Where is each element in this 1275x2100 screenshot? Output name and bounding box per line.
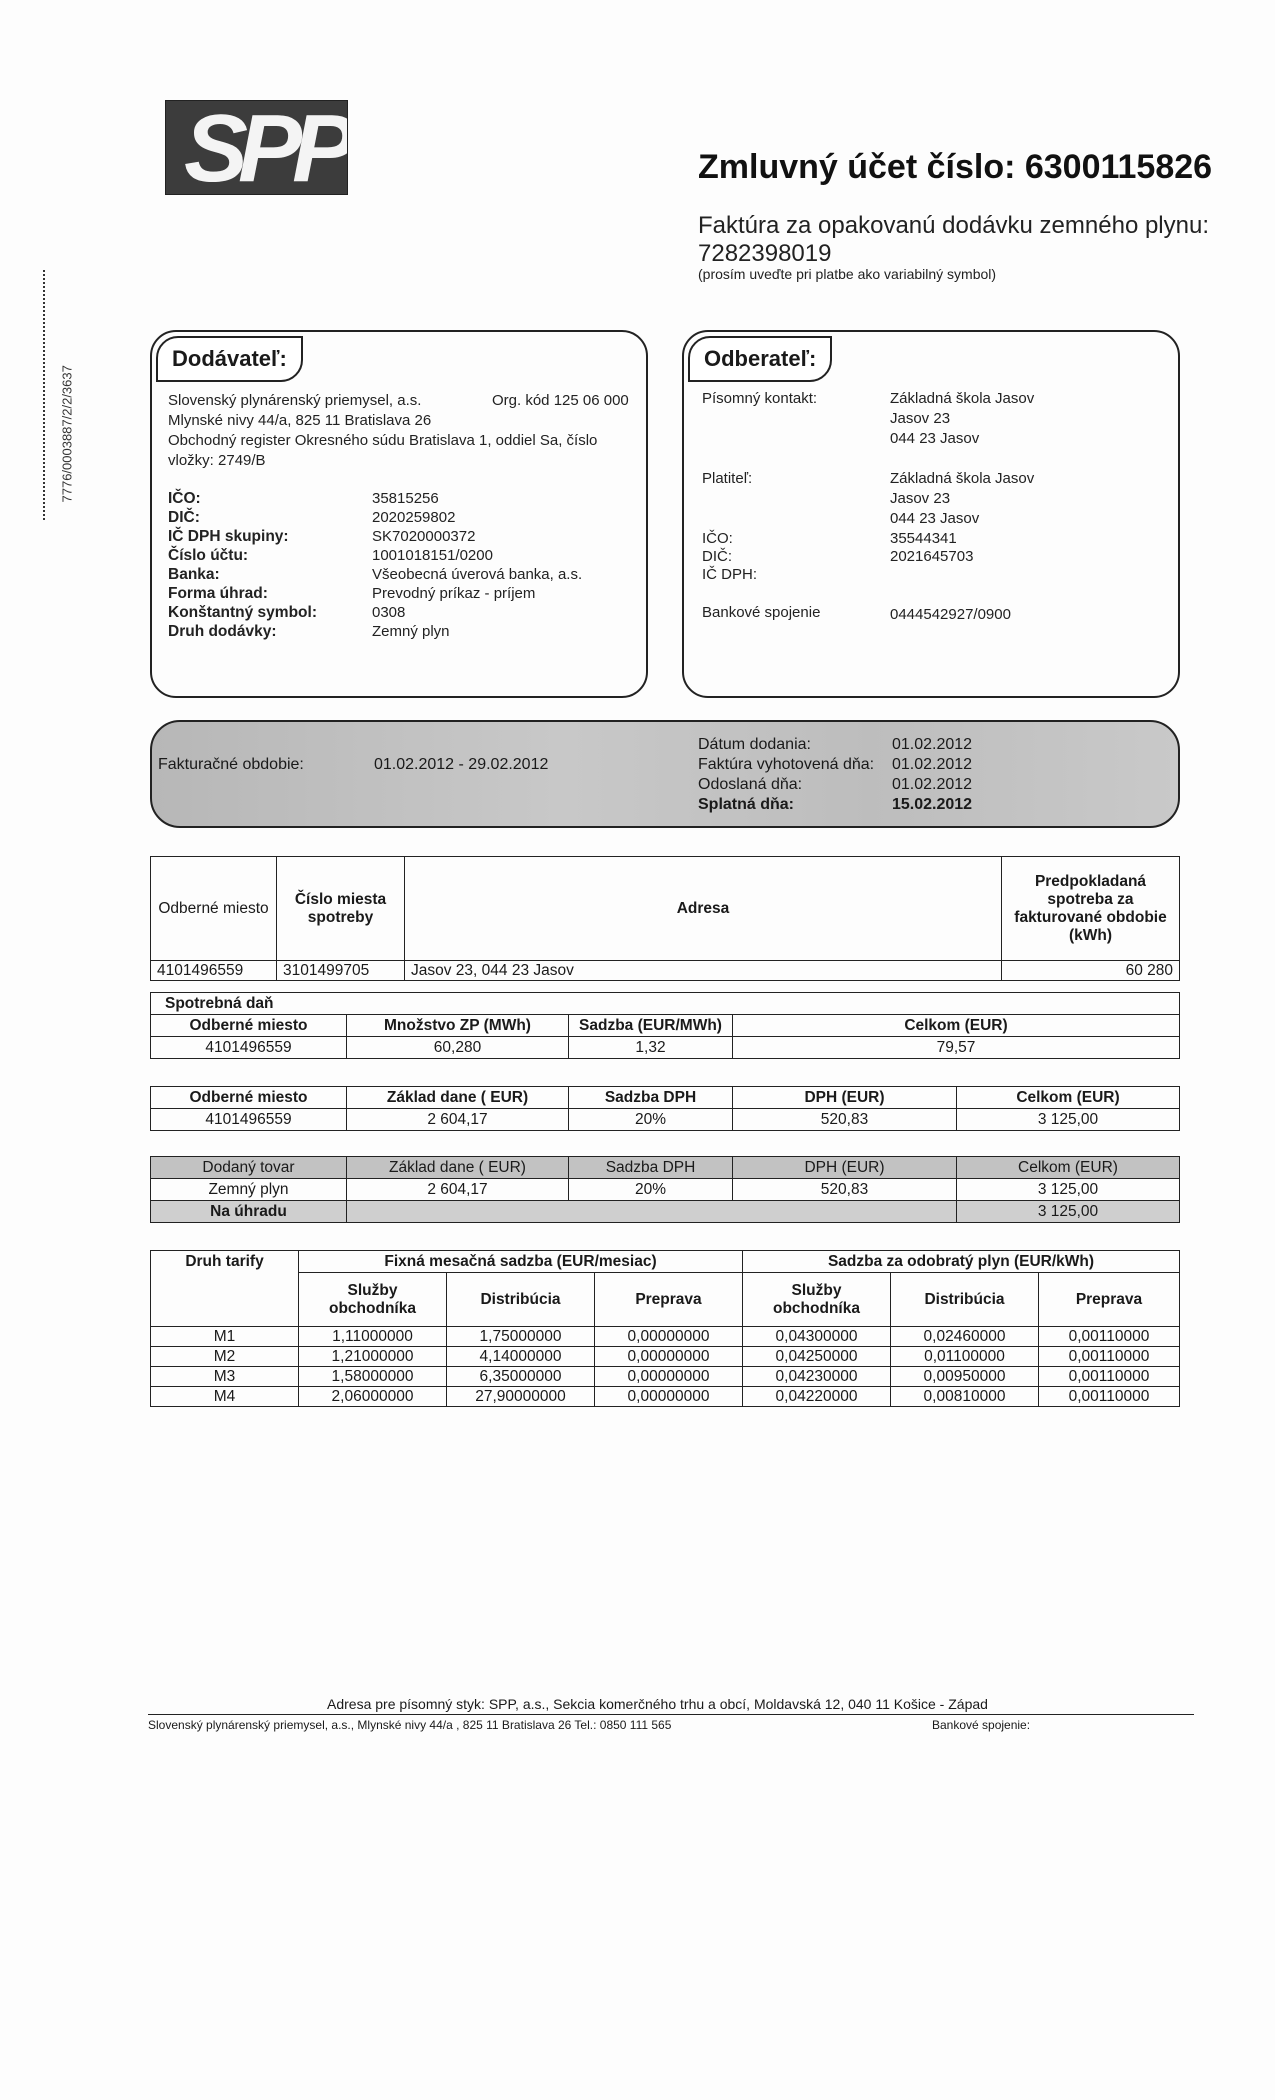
tariff-cell: 0,04220000 xyxy=(743,1387,891,1407)
supplier-field-label: Číslo účtu: xyxy=(168,547,249,564)
period-date-label: Odoslaná dňa: xyxy=(698,776,803,793)
goods-header: DPH (EUR) xyxy=(733,1157,957,1179)
amount-due-value: 3 125,00 xyxy=(957,1201,1180,1223)
margin-dotted-line xyxy=(43,270,46,520)
tariff-subheader: Preprava xyxy=(595,1273,743,1327)
customer-icdph-label: IČ DPH: xyxy=(702,566,758,583)
customer-ico-label: IČO: xyxy=(702,530,733,547)
period-date-label: Dátum dodania: xyxy=(698,736,811,753)
goods-cell: 2 604,17 xyxy=(347,1179,569,1201)
footer-bank: Bankové spojenie: xyxy=(932,1718,1031,1732)
tariff-cell: M2 xyxy=(151,1347,299,1367)
supplier-field-value: Zemný plyn xyxy=(372,623,450,640)
tariff-cell: 0,00110000 xyxy=(1039,1367,1180,1387)
tariff-cell: 0,02460000 xyxy=(891,1327,1039,1347)
period-date-value: 01.02.2012 xyxy=(892,776,973,793)
supplier-org-code: Org. kód 125 06 000 xyxy=(492,392,629,409)
consumption-header: Číslo miesta spotreby xyxy=(277,857,405,961)
consumption-cell: 3101499705 xyxy=(277,961,405,981)
tariff-cell: M4 xyxy=(151,1387,299,1407)
supplier-field-label: DIČ: xyxy=(168,509,200,526)
supplier-field-value: Prevodný príkaz - príjem xyxy=(372,585,536,602)
period-date-value: 01.02.2012 xyxy=(892,736,973,753)
excise-header: Sadzba (EUR/MWh) xyxy=(569,1015,733,1037)
customer-contact-line: 044 23 Jasov xyxy=(890,430,980,447)
tariff-cell: 0,04300000 xyxy=(743,1327,891,1347)
supplier-field-value: 1001018151/0200 xyxy=(372,547,493,564)
consumption-cell: 60 280 xyxy=(1002,961,1180,981)
tariff-subheader: Služby obchodníka xyxy=(299,1273,447,1327)
supplier-field-label: Banka: xyxy=(168,566,220,583)
tariff-cell: 0,00110000 xyxy=(1039,1327,1180,1347)
tariff-cell: 1,21000000 xyxy=(299,1347,447,1367)
customer-contact-label: Písomný kontakt: xyxy=(702,390,818,407)
goods-header: Sadzba DPH xyxy=(569,1157,733,1179)
amount-due-label: Na úhradu xyxy=(151,1201,347,1223)
customer-contact-line: Jasov 23 xyxy=(890,410,951,427)
invoice-note: (prosím uveďte pri platbe ako variabilný symbol) xyxy=(698,266,997,282)
tariff-cell: 6,35000000 xyxy=(447,1367,595,1387)
tariff-cell: 2,06000000 xyxy=(299,1387,447,1407)
tariff-cell: 1,58000000 xyxy=(299,1367,447,1387)
customer-heading: Odberateľ: xyxy=(688,336,832,382)
goods-cell: 3 125,00 xyxy=(957,1179,1180,1201)
customer-payer-line: Základná škola Jasov xyxy=(890,470,1035,487)
amount-due-spacer xyxy=(347,1201,957,1223)
supplier-field-label: Konštantný symbol: xyxy=(168,604,317,621)
period-date-value: 15.02.2012 xyxy=(892,796,973,813)
tariff-cell: 0,04250000 xyxy=(743,1347,891,1367)
goods-header: Základ dane ( EUR) xyxy=(347,1157,569,1179)
consumption-cell: Jasov 23, 044 23 Jasov xyxy=(405,961,1002,981)
customer-bank: 0444542927/0900 xyxy=(890,606,1011,623)
supplier-name: Slovenský plynárenský priemysel, a.s. xyxy=(168,392,422,409)
tariff-cell: 1,75000000 xyxy=(447,1327,595,1347)
tariff-group-rate: Sadzba za odobratý plyn (EUR/kWh) xyxy=(743,1251,1180,1273)
tariff-subheader: Distribúcia xyxy=(447,1273,595,1327)
vat-cell: 3 125,00 xyxy=(957,1109,1180,1131)
goods-cell: 20% xyxy=(569,1179,733,1201)
goods-table xyxy=(150,1156,1180,1223)
tariff-cell: 4,14000000 xyxy=(447,1347,595,1367)
supplier-field-value: 2020259802 xyxy=(372,509,456,526)
goods-cell: 520,83 xyxy=(733,1179,957,1201)
tariffs-table xyxy=(150,1250,1180,1407)
customer-box xyxy=(682,330,1180,698)
vat-header: Celkom (EUR) xyxy=(957,1087,1180,1109)
excise-cell: 60,280 xyxy=(347,1037,569,1059)
vat-cell: 20% xyxy=(569,1109,733,1131)
vat-table xyxy=(150,1086,1180,1131)
tariff-cell: 1,11000000 xyxy=(299,1327,447,1347)
account-title: Zmluvný účet číslo: 6300115826 xyxy=(698,148,1213,186)
tariff-subheader: Služby obchodníka xyxy=(743,1273,891,1327)
customer-payer-label: Platiteľ: xyxy=(702,470,753,487)
tariff-row xyxy=(151,1387,1180,1407)
period-date-label: Faktúra vyhotovená dňa: xyxy=(698,756,875,773)
customer-dic-label: DIČ: xyxy=(702,548,732,565)
goods-header: Celkom (EUR) xyxy=(957,1157,1180,1179)
vat-header: Základ dane ( EUR) xyxy=(347,1087,569,1109)
consumption-cell: 4101496559 xyxy=(151,961,277,981)
tariff-cell: 0,04230000 xyxy=(743,1367,891,1387)
excise-header: Celkom (EUR) xyxy=(733,1015,1180,1037)
vat-cell: 4101496559 xyxy=(151,1109,347,1131)
customer-payer-line: Jasov 23 xyxy=(890,490,951,507)
tariff-cell: 0,00000000 xyxy=(595,1367,743,1387)
tariff-row xyxy=(151,1327,1180,1347)
customer-payer-line: 044 23 Jasov xyxy=(890,510,980,527)
tariff-col-header: Druh tarify xyxy=(151,1251,299,1327)
excise-cell: 4101496559 xyxy=(151,1037,347,1059)
logo-text: SPP xyxy=(184,100,347,195)
supplier-field-label: Druh dodávky: xyxy=(168,623,277,640)
consumption-table xyxy=(150,856,1180,981)
supplier-box xyxy=(150,330,648,698)
customer-ico: 35544341 xyxy=(890,530,957,547)
footer-address: Adresa pre písomný styk: SPP, a.s., Sekcia komerčného trhu a obcí, Moldavská 12, 040 11 Košice - Západ xyxy=(327,1696,988,1712)
consumption-header: Predpokladaná spotreba za fakturované obdobie (kWh) xyxy=(1002,857,1180,961)
tariff-cell: M1 xyxy=(151,1327,299,1347)
customer-bank-label: Bankové spojenie xyxy=(702,604,821,621)
tariff-cell: 0,00000000 xyxy=(595,1387,743,1407)
supplier-field-label: IČ DPH skupiny: xyxy=(168,528,289,545)
tariff-group-fixed: Fixná mesačná sadzba (EUR/mesiac) xyxy=(299,1251,743,1273)
spp-logo xyxy=(165,100,348,195)
tariff-subheader: Preprava xyxy=(1039,1273,1180,1327)
tariff-cell: 0,01100000 xyxy=(891,1347,1039,1367)
customer-contact-line: Základná škola Jasov xyxy=(890,390,1035,407)
supplier-field-label: IČO: xyxy=(168,490,201,507)
margin-code-text: 7776/0003887/2/2/3637 xyxy=(59,365,75,503)
vat-header: DPH (EUR) xyxy=(733,1087,957,1109)
excise-cell: 79,57 xyxy=(733,1037,1180,1059)
supplier-field-value: 0308 xyxy=(372,604,406,621)
excise-header: Odberné miesto xyxy=(151,1015,347,1037)
supplier-register-1: Obchodný register Okresného súdu Bratislava 1, oddiel Sa, číslo xyxy=(168,432,598,449)
supplier-field-label: Forma úhrad: xyxy=(168,585,268,602)
excise-cell: 1,32 xyxy=(569,1037,733,1059)
customer-dic: 2021645703 xyxy=(890,548,974,565)
period-date-label: Splatná dňa: xyxy=(698,796,795,813)
supplier-register-2: vložky: 2749/B xyxy=(168,452,266,469)
footer-company: Slovenský plynárenský priemysel, a.s., Mlynské nivy 44/a , 825 11 Bratislava 26 Tel.: 0850 111 565 xyxy=(148,1718,672,1732)
consumption-header: Adresa xyxy=(405,857,1002,961)
vat-cell: 520,83 xyxy=(733,1109,957,1131)
margin-code xyxy=(52,280,82,520)
supplier-field-value: Všeobecná úverová banka, a.s. xyxy=(372,566,583,583)
footer-divider xyxy=(148,1714,1194,1715)
vat-header: Sadzba DPH xyxy=(569,1087,733,1109)
goods-header: Dodaný tovar xyxy=(151,1157,347,1179)
billing-period-band xyxy=(150,720,1180,828)
tariff-cell: 0,00000000 xyxy=(595,1347,743,1367)
excise-header: Množstvo ZP (MWh) xyxy=(347,1015,569,1037)
tariff-cell: M3 xyxy=(151,1367,299,1387)
tariff-row xyxy=(151,1347,1180,1367)
tariff-cell: 27,90000000 xyxy=(447,1387,595,1407)
tariff-cell: 0,00110000 xyxy=(1039,1387,1180,1407)
tariff-cell: 0,00810000 xyxy=(891,1387,1039,1407)
goods-cell: Zemný plyn xyxy=(151,1179,347,1201)
supplier-field-value: 35815256 xyxy=(372,490,439,507)
supplier-field-value: SK7020000372 xyxy=(372,528,476,545)
billing-period-value: 01.02.2012 - 29.02.2012 xyxy=(374,756,549,773)
vat-cell: 2 604,17 xyxy=(347,1109,569,1131)
tariff-subheader: Distribúcia xyxy=(891,1273,1039,1327)
supplier-heading: Dodávateľ: xyxy=(156,336,303,382)
excise-title: Spotrebná daň xyxy=(151,993,1180,1015)
tariff-cell: 0,00950000 xyxy=(891,1367,1039,1387)
tariff-row xyxy=(151,1367,1180,1387)
invoice-number: 7282398019 xyxy=(698,240,832,267)
tariff-cell: 0,00000000 xyxy=(595,1327,743,1347)
period-date-value: 01.02.2012 xyxy=(892,756,973,773)
invoice-title: Faktúra za opakovanú dodávku zemného plynu: xyxy=(698,212,1209,239)
consumption-header: Odberné miesto xyxy=(151,857,277,961)
excise-table xyxy=(150,992,1180,1059)
vat-header: Odberné miesto xyxy=(151,1087,347,1109)
supplier-address: Mlynské nivy 44/a, 825 11 Bratislava 26 xyxy=(168,412,432,429)
billing-period-label: Fakturačné obdobie: xyxy=(158,756,304,773)
tariff-cell: 0,00110000 xyxy=(1039,1347,1180,1367)
